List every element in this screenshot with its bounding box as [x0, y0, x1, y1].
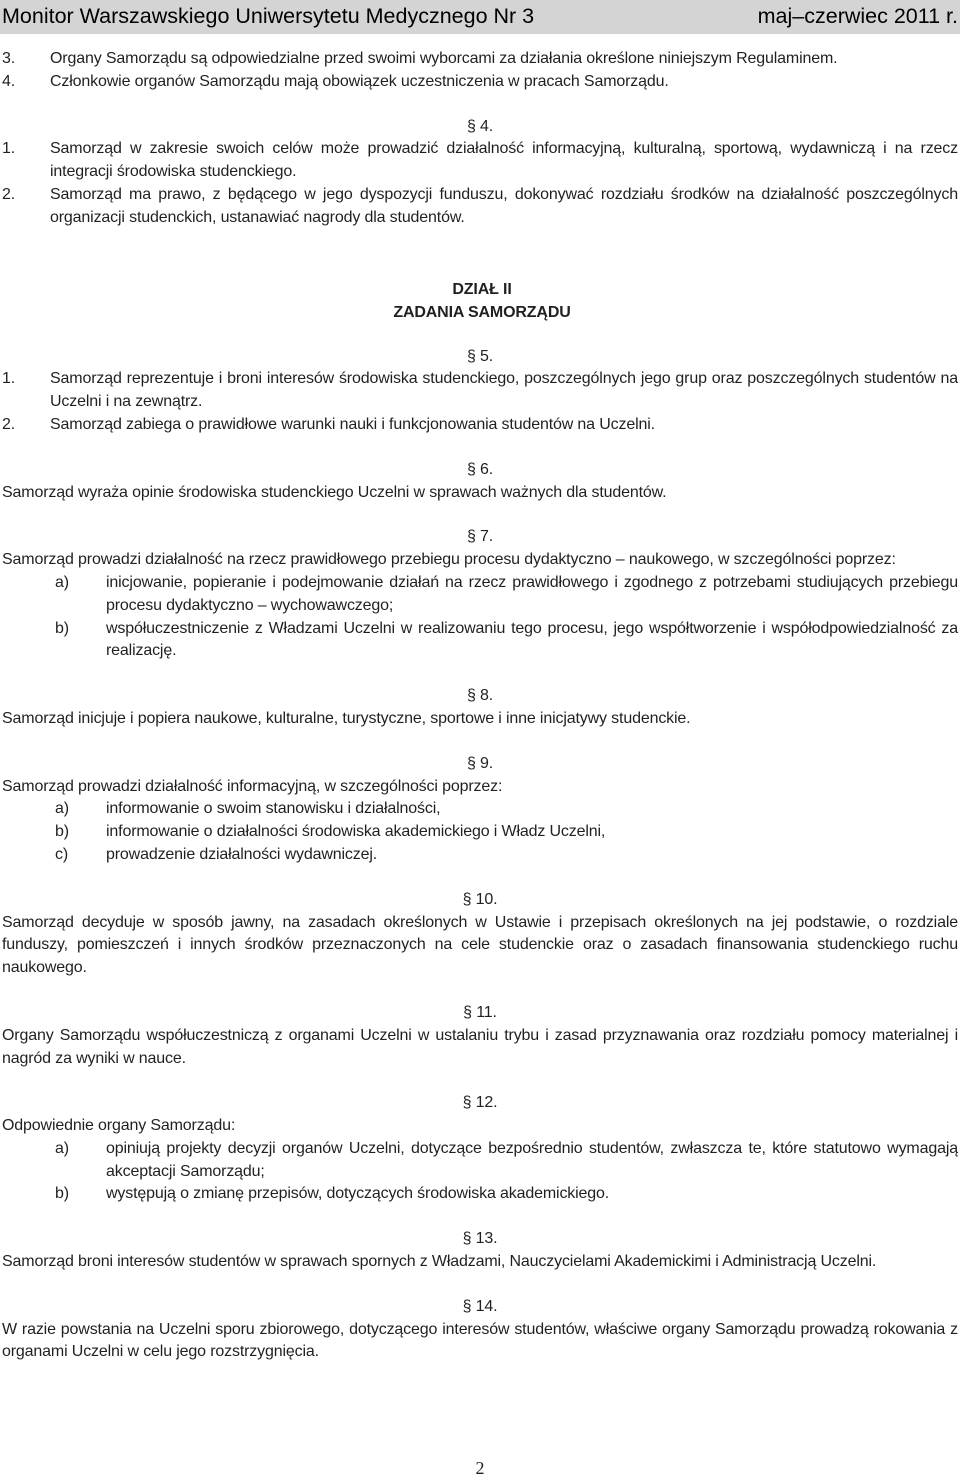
item-text: informowanie o działalności środowiska akademickiego i Władz Uczelni, — [106, 823, 606, 841]
section-title: § 8. — [466, 687, 494, 705]
list-item — [2, 414, 958, 437]
section-title: § 4. — [466, 117, 494, 135]
item-letter: a) — [55, 1139, 69, 1157]
page-number: 2 — [475, 1458, 485, 1478]
section-text: Samorząd wyraża opinie środowiska studenckiego Uczelni w sprawach ważnych dla studentów. — [2, 483, 667, 501]
list-item — [2, 138, 958, 184]
section-title: § 10. — [462, 890, 498, 908]
section-text: Organy Samorządu współuczestniczą z organami Uczelni w ustalaniu trybu i zasad przyznawania oraz rozdziału pomocy materialnej i nagród za wyniki w nauce. — [2, 1026, 958, 1067]
item-text: Samorząd reprezentuje i broni interesów środowiska studenckiego, poszczególnych jego grup oraz poszczególnych studentów na Uczelni i na zewnątrz. — [50, 370, 958, 411]
list-item — [2, 1138, 958, 1184]
item-text: występują o zmianę przepisów, dotyczących środowiska akademickiego. — [106, 1185, 610, 1203]
item-number: 2. — [2, 185, 16, 203]
list-item — [2, 572, 958, 618]
section-title: § 5. — [466, 347, 494, 365]
journal-title: Monitor Warszawskiego Uniwersytetu Medycznego Nr 3 — [2, 4, 535, 28]
item-letter: a) — [55, 800, 69, 818]
section-text: Samorząd inicjuje i popiera naukowe, kulturalne, turystyczne, sportowe i inne inicjatywy studenckie. — [2, 709, 691, 727]
item-text: Samorząd ma prawo, z będącego w jego dyspozycji funduszu, dokonywać rozdziału środków na działalność poszczególnych organizacji studenckich, ustanawiać nagrody dla studentów. — [50, 185, 958, 226]
item-letter: a) — [55, 573, 69, 591]
item-letter: b) — [55, 1185, 69, 1203]
section-intro: Samorząd prowadzi działalność na rzecz prawidłowego przebiegu procesu dydaktyczno – naukowego, w szczególności poprzez: — [2, 551, 896, 569]
section-title: § 7. — [466, 528, 494, 546]
item-number: 2. — [2, 415, 16, 433]
section-title: § 6. — [466, 460, 494, 478]
section-title: § 11. — [463, 1003, 497, 1021]
section-title: § 12. — [462, 1094, 498, 1112]
list-item — [2, 71, 958, 94]
list-item — [2, 798, 958, 821]
item-letter: b) — [55, 823, 69, 841]
item-text: inicjowanie, popieranie i podejmowanie działań na rzecz prawidłowego i zgodnego z potrzebami studiujących przebiegu procesu dydaktyczno – wychowawczego; — [106, 573, 958, 614]
section-text: Samorząd broni interesów studentów w sprawach spornych z Władzami, Nauczycielami Akademickimi i Administracją Uczelni. — [2, 1253, 877, 1271]
page-header — [0, 0, 960, 34]
item-text: współuczestniczenie z Władzami Uczelni w realizowaniu tego procesu, jego współtworzenie i współodpowiedzialność za realizację. — [106, 619, 958, 660]
section-title: § 13. — [462, 1230, 498, 1248]
item-letter: b) — [55, 619, 69, 637]
section-title: § 9. — [466, 754, 494, 772]
division-title: ZADANIA SAMORZĄDU — [393, 303, 571, 321]
item-text: opiniują projekty decyzji organów Uczelni, dotyczące bezpośrednio studentów, zwłaszcza te, które statutowo wymagają akceptacji Samorządu; — [106, 1139, 958, 1180]
division-heading — [2, 278, 958, 324]
list-item — [2, 844, 958, 867]
item-text: Samorząd zabiega o prawidłowe warunki nauki i funkcjonowania studentów na Uczelni. — [50, 415, 655, 433]
item-text: prowadzenie działalności wydawniczej. — [106, 845, 378, 863]
item-number: 3. — [2, 50, 16, 67]
section-text: Samorząd decyduje w sposób jawny, na zasadach określonych w Ustawie i przepisach określonych na jej podstawie, o rozdziale funduszy, pomieszczeń i innych środków przeznaczonych na cele studenckie oraz o zasadach finansowania studenckiego ruchu naukowego. — [2, 913, 958, 977]
item-text: Samorząd w zakresie swoich celów może prowadzić działalność informacyjną, kulturalną, sportową, wydawniczą i na rzecz integracji środowiska studenckiego. — [50, 140, 958, 181]
section-title: § 14. — [462, 1297, 498, 1315]
section-text: W razie powstania na Uczelni sporu zbiorowego, dotyczącego interesów studentów, właściwe organy Samorządu prowadzą rokowania z organami Uczelni w celu jego rozstrzygnięcia. — [2, 1320, 958, 1361]
list-item — [2, 618, 958, 664]
section-intro: Odpowiednie organy Samorządu: — [2, 1117, 236, 1135]
item-number: 1. — [2, 370, 16, 388]
list-item — [2, 1183, 958, 1206]
item-text: informowanie o swoim stanowisku i działalności, — [106, 800, 441, 818]
item-number: 1. — [2, 140, 16, 158]
list-item — [2, 184, 958, 230]
item-text: Członkowie organów Samorządu mają obowiązek uczestniczenia w pracach Samorządu. — [50, 72, 669, 90]
item-text: Organy Samorządu są odpowiedzialne przed swoimi wyborcami za działania określone niniejszym Regulaminem. — [50, 50, 838, 67]
list-item — [2, 821, 958, 844]
issue-date: maj–czerwiec 2011 r. — [757, 4, 958, 28]
list-item — [2, 48, 958, 71]
section-intro: Samorząd prowadzi działalność informacyjną, w szczególności poprzez: — [2, 777, 503, 795]
item-number: 4. — [2, 72, 16, 90]
document-body — [2, 48, 958, 1364]
list-item — [2, 368, 958, 414]
division-number: DZIAŁ II — [452, 280, 512, 298]
item-letter: c) — [55, 845, 69, 863]
